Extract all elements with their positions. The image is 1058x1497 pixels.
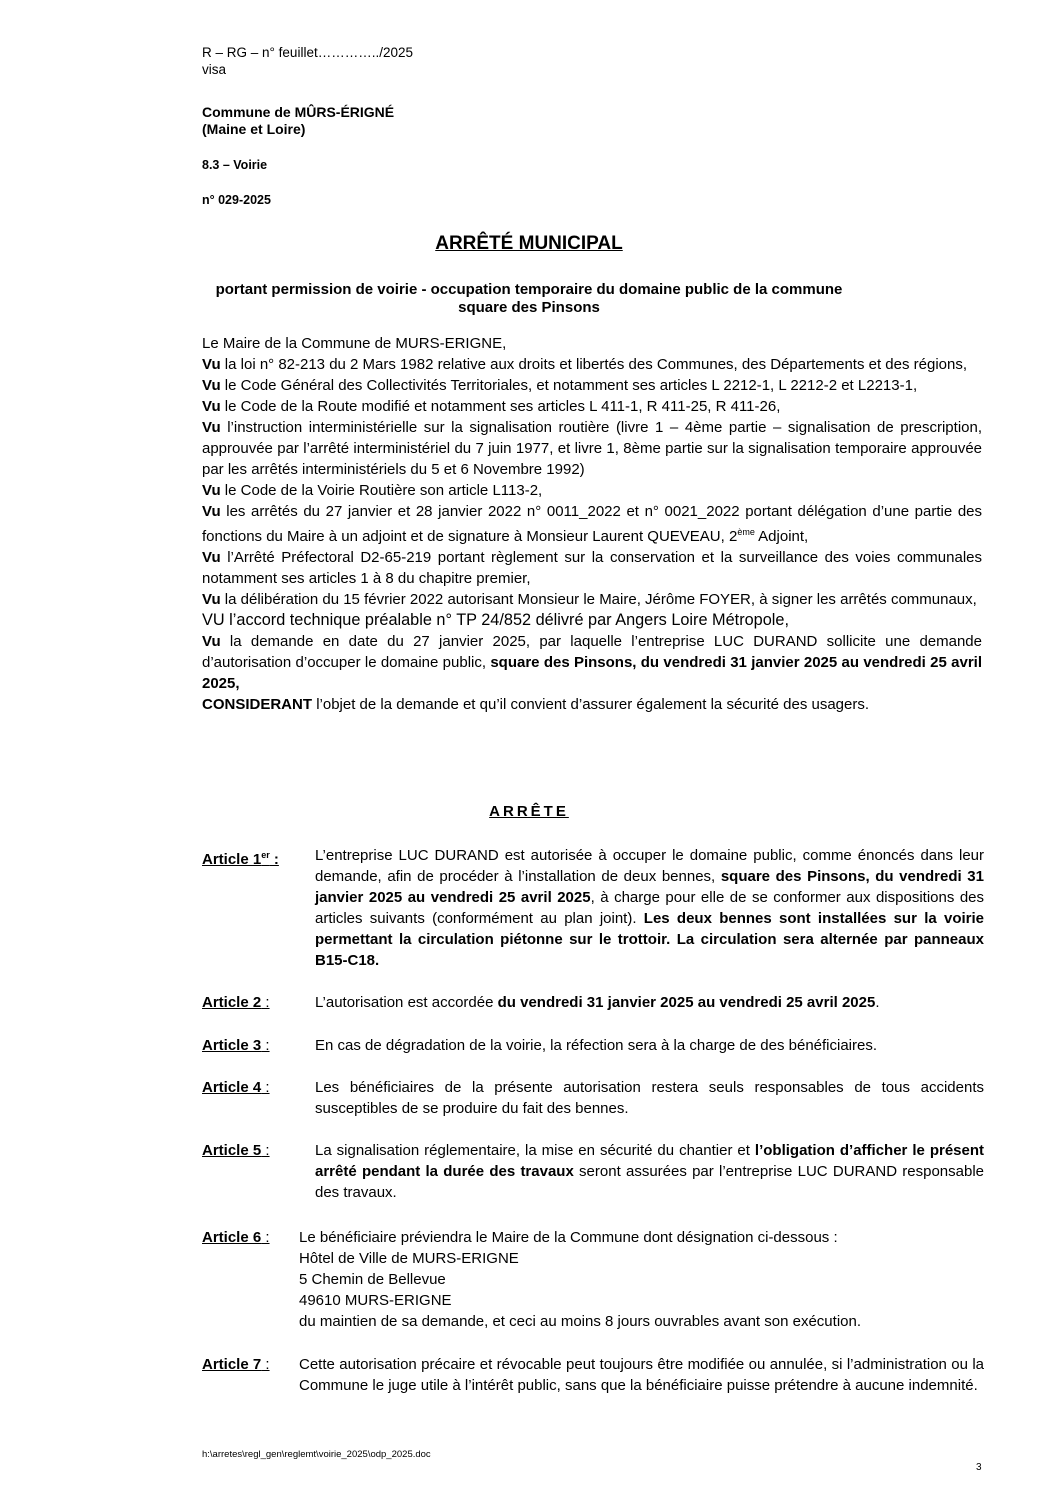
vu-paragraph: Vu l’instruction interministérielle sur la signalisation routière (livre 1 – 4ème partie – signalisation de prescription, approuvée par l’arrêté interministériel du 7 juin 1977, et livre 1, 8ème partie sur la signalisation temporaire approuvée par les arrêtés interministériels du 5 et 6 Novembre 1992) [202,419,983,478]
vu-paragraph: Vu la délibération du 15 février 2022 autorisant Monsieur le Maire, Jérôme FOYER, à signer les arrêtés communaux, [202,591,977,608]
article-text: Les bénéficiaires de la présente autorisation restera seuls responsables de tous accidents susceptibles de se produire du fait des bennes. [315,1079,984,1117]
commune-name: Commune de MÛRS-ÉRIGNÉ [202,104,395,120]
visa-line: visa [202,62,227,77]
arrete-heading: ARRÊTE [489,803,569,820]
article-1 [202,845,985,971]
vu-paragraph: VU l’accord technique préalable n° TP 24/852 délivré par Angers Loire Métropole, [202,611,789,629]
preamble [202,333,982,715]
article-text: L’autorisation est accordée du vendredi 31 janvier 2025 au vendredi 25 avril 2025. [315,994,880,1011]
article-label: Article 1er : [202,850,279,868]
vu-paragraph: Vu le Code de la Route modifié et notamment ses articles L 411-1, R 411-25, R 411-26, [202,398,781,415]
article-label: Article 6 : [202,1229,270,1246]
article-2 [202,992,982,1013]
page-number: 3 [976,1462,982,1473]
article-text: En cas de dégradation de la voirie, la réfection sera à la charge de des bénéficiaires. [315,1037,878,1054]
subtitle-line-2: square des Pinsons [458,299,600,316]
vu-paragraph: Vu les arrêtés du 27 janvier et 28 janvier 2022 n° 0011_2022 et n° 0021_2022 portant délégation d’une partie des fonctions du Maire à un adjoint et de signature à Monsieur Laurent QUEVEAU, 2ème Adjoint, [202,503,982,545]
article-5 [202,1140,985,1203]
page-title: ARRÊTÉ MUNICIPAL [435,233,623,254]
article-label: Article 7 : [202,1356,270,1373]
article-6 [202,1227,982,1332]
department-name: (Maine et Loire) [202,121,306,137]
arrete-number: n° 029-2025 [202,193,271,207]
article-7 [202,1354,982,1396]
vu-paragraph: Vu le Code de la Voirie Routière son article L113-2, [202,482,543,499]
article-label: Article 2 : [202,994,270,1011]
article-text: L’entreprise LUC DURAND est autorisée à occuper le domaine public, comme énoncés dans leur demande, afin de procéder à l’installation de deux bennes, square des Pinsons, du vendredi 31 janvier 2025 au vendredi 25 avril 2025, à charge pour elle de se conformer aux dispositions des articles suivants (conformément au plan joint). Les deux bennes sont installées sur la voirie permettant la circulation piétonne sur le trottoir. La circulation sera alternée par panneaux B15-C18. [315,847,985,969]
vu-paragraph: Vu la demande en date du 27 janvier 2025, par laquelle l’entreprise LUC DURAND sollicite une demande d’autorisation d’occuper le domaine public, square des Pinsons, du vendredi 31 janvier 2025 au vendredi 25 avril 2025, [202,633,982,692]
vu-paragraph: Vu l’Arrêté Préfectoral D2-65-219 portant règlement sur la conservation et la surveillance des voies communales notamment ses articles 1 à 8 du chapitre premier, [202,549,982,587]
subtitle [0,281,1058,317]
article-label: Article 5 : [202,1142,270,1159]
article-label: Article 3 : [202,1037,270,1054]
article-text: Le bénéficiaire préviendra le Maire de la Commune dont désignation ci-dessous : Hôtel de Ville de MURS-ERIGNE 5 Chemin de Bellevue 49610 MURS-ERIGNE du maintien de sa demande, et ceci au moins 8 jours ouvrables avant son exécution. [299,1229,862,1330]
vu-paragraph: Vu le Code Général des Collectivités Territoriales, et notamment ses articles L 2212-1, L 2212-2 et L2213-1, [202,377,918,394]
article-text: La signalisation réglementaire, la mise en sécurité du chantier et l’obligation d’afficher le présent arrêté pendant la durée des travaux seront assurées par l’entreprise LUC DURAND responsable des travaux. [315,1142,985,1201]
feuillet-line: R – RG – n° feuillet…………../2025 [202,45,413,60]
file-path-footer: h:\arretes\regl_gen\reglemt\voirie_2025\odp_2025.doc [202,1449,431,1460]
subtitle-line-1: portant permission de voirie - occupation temporaire du domaine public de la commune [215,281,843,298]
article-4 [202,1077,982,1119]
article-3 [202,1035,982,1056]
preamble-intro: Le Maire de la Commune de MURS-ERIGNE, [202,335,507,352]
vu-paragraph: Vu la loi n° 82-213 du 2 Mars 1982 relative aux droits et libertés des Communes, des Départements et des régions, [202,356,968,373]
article-label: Article 4 : [202,1079,270,1096]
category-label: 8.3 – Voirie [202,158,268,172]
considerant-paragraph: CONSIDERANT l’objet de la demande et qu’il convient d’assurer également la sécurité des usagers. [202,696,870,713]
article-text: Cette autorisation précaire et révocable peut toujours être modifiée ou annulée, si l’administration ou la Commune le juge utile à l’intérêt public, sans que la bénéficiaire puisse prétendre à aucune indemnité. [299,1356,984,1394]
